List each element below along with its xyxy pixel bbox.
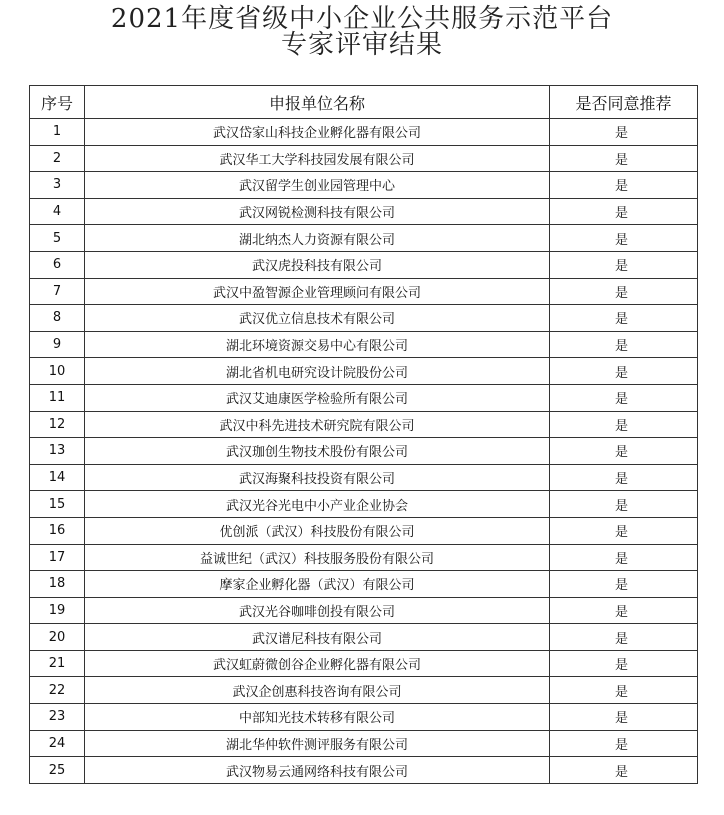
table-row: [30, 305, 698, 332]
table-row: [30, 438, 698, 465]
row-number: 9: [30, 331, 85, 358]
recommend-value: 是: [550, 650, 698, 677]
row-number: 3: [30, 172, 85, 199]
row-number: 16: [30, 517, 85, 544]
recommend-value: 是: [550, 225, 698, 252]
row-number: 12: [30, 411, 85, 438]
recommend-value: 是: [550, 384, 698, 411]
recommend-value: 是: [550, 198, 698, 225]
recommend-value: 是: [550, 331, 698, 358]
table-row: [30, 757, 698, 784]
table-row: [30, 571, 698, 598]
unit-name: 武汉虎投科技有限公司: [85, 251, 550, 278]
row-number: 1: [30, 119, 85, 146]
page-title: 2021年度省级中小企业公共服务示范平台: [110, 4, 614, 34]
row-number: 23: [30, 704, 85, 731]
row-number: 17: [30, 544, 85, 571]
table-row: [30, 730, 698, 757]
table-body: [30, 119, 698, 784]
unit-name: 摩家企业孵化器（武汉）有限公司: [85, 571, 550, 598]
recommend-value: 是: [550, 172, 698, 199]
table-row: [30, 650, 698, 677]
results-table: [29, 85, 698, 784]
row-number: 7: [30, 278, 85, 305]
recommend-value: 是: [550, 517, 698, 544]
unit-name: 中部知光技术转移有限公司: [85, 704, 550, 731]
unit-name: 武汉物易云通网络科技有限公司: [85, 757, 550, 784]
table-row: [30, 198, 698, 225]
recommend-value: 是: [550, 438, 698, 465]
row-number: 21: [30, 650, 85, 677]
unit-name: 武汉艾迪康医学检验所有限公司: [85, 384, 550, 411]
recommend-value: 是: [550, 305, 698, 332]
unit-name: 湖北环境资源交易中心有限公司: [85, 331, 550, 358]
recommend-value: 是: [550, 464, 698, 491]
row-number: 25: [30, 757, 85, 784]
table-row: [30, 597, 698, 624]
recommend-value: 是: [550, 278, 698, 305]
unit-name: 武汉中科先进技术研究院有限公司: [85, 411, 550, 438]
row-number: 8: [30, 305, 85, 332]
recommend-value: 是: [550, 358, 698, 385]
recommend-value: 是: [550, 704, 698, 731]
table-row: [30, 464, 698, 491]
table-row: [30, 145, 698, 172]
recommend-value: 是: [550, 597, 698, 624]
row-number: 20: [30, 624, 85, 651]
row-number: 18: [30, 571, 85, 598]
table-row: [30, 544, 698, 571]
row-number: 15: [30, 491, 85, 518]
row-number: 24: [30, 730, 85, 757]
unit-name: 优创派（武汉）科技股份有限公司: [85, 517, 550, 544]
row-number: 13: [30, 438, 85, 465]
table-header-row: [30, 86, 698, 119]
table-row: [30, 704, 698, 731]
recommend-value: 是: [550, 119, 698, 146]
recommend-value: 是: [550, 251, 698, 278]
unit-name: 武汉海聚科技投资有限公司: [85, 464, 550, 491]
table-row: [30, 172, 698, 199]
table-row: [30, 358, 698, 385]
table-row: [30, 251, 698, 278]
recommend-value: 是: [550, 677, 698, 704]
table-row: [30, 411, 698, 438]
table-row: [30, 331, 698, 358]
recommend-value: 是: [550, 757, 698, 784]
unit-name: 武汉华工大学科技园发展有限公司: [85, 145, 550, 172]
unit-name: 湖北省机电研究设计院股份公司: [85, 358, 550, 385]
header-name: 申报单位名称: [85, 86, 550, 119]
row-number: 6: [30, 251, 85, 278]
row-number: 10: [30, 358, 85, 385]
header-no: 序号: [30, 86, 85, 119]
unit-name: 武汉网锐检测科技有限公司: [85, 198, 550, 225]
header-recommend: 是否同意推荐: [550, 86, 698, 119]
page-subtitle: 专家评审结果: [280, 30, 443, 60]
table-row: [30, 491, 698, 518]
recommend-value: 是: [550, 624, 698, 651]
unit-name: 武汉虹蔚微创谷企业孵化器有限公司: [85, 650, 550, 677]
recommend-value: 是: [550, 730, 698, 757]
table-row: [30, 119, 698, 146]
unit-name: 武汉光谷咖啡创投有限公司: [85, 597, 550, 624]
row-number: 2: [30, 145, 85, 172]
unit-name: 武汉岱家山科技企业孵化器有限公司: [85, 119, 550, 146]
unit-name: 武汉珈创生物技术股份有限公司: [85, 438, 550, 465]
recommend-value: 是: [550, 571, 698, 598]
unit-name: 武汉企创惠科技咨询有限公司: [85, 677, 550, 704]
unit-name: 武汉中盈智源企业管理顾问有限公司: [85, 278, 550, 305]
table-row: [30, 225, 698, 252]
unit-name: 益诚世纪（武汉）科技服务股份有限公司: [85, 544, 550, 571]
recommend-value: 是: [550, 145, 698, 172]
row-number: 4: [30, 198, 85, 225]
recommend-value: 是: [550, 544, 698, 571]
unit-name: 武汉谱尼科技有限公司: [85, 624, 550, 651]
table-row: [30, 517, 698, 544]
row-number: 19: [30, 597, 85, 624]
table-row: [30, 624, 698, 651]
table-row: [30, 278, 698, 305]
unit-name: 湖北华仲软件测评服务有限公司: [85, 730, 550, 757]
unit-name: 湖北纳杰人力资源有限公司: [85, 225, 550, 252]
recommend-value: 是: [550, 491, 698, 518]
row-number: 14: [30, 464, 85, 491]
row-number: 5: [30, 225, 85, 252]
row-number: 22: [30, 677, 85, 704]
unit-name: 武汉留学生创业园管理中心: [85, 172, 550, 199]
unit-name: 武汉优立信息技术有限公司: [85, 305, 550, 332]
row-number: 11: [30, 384, 85, 411]
recommend-value: 是: [550, 411, 698, 438]
table-row: [30, 384, 698, 411]
unit-name: 武汉光谷光电中小产业企业协会: [85, 491, 550, 518]
table-row: [30, 677, 698, 704]
